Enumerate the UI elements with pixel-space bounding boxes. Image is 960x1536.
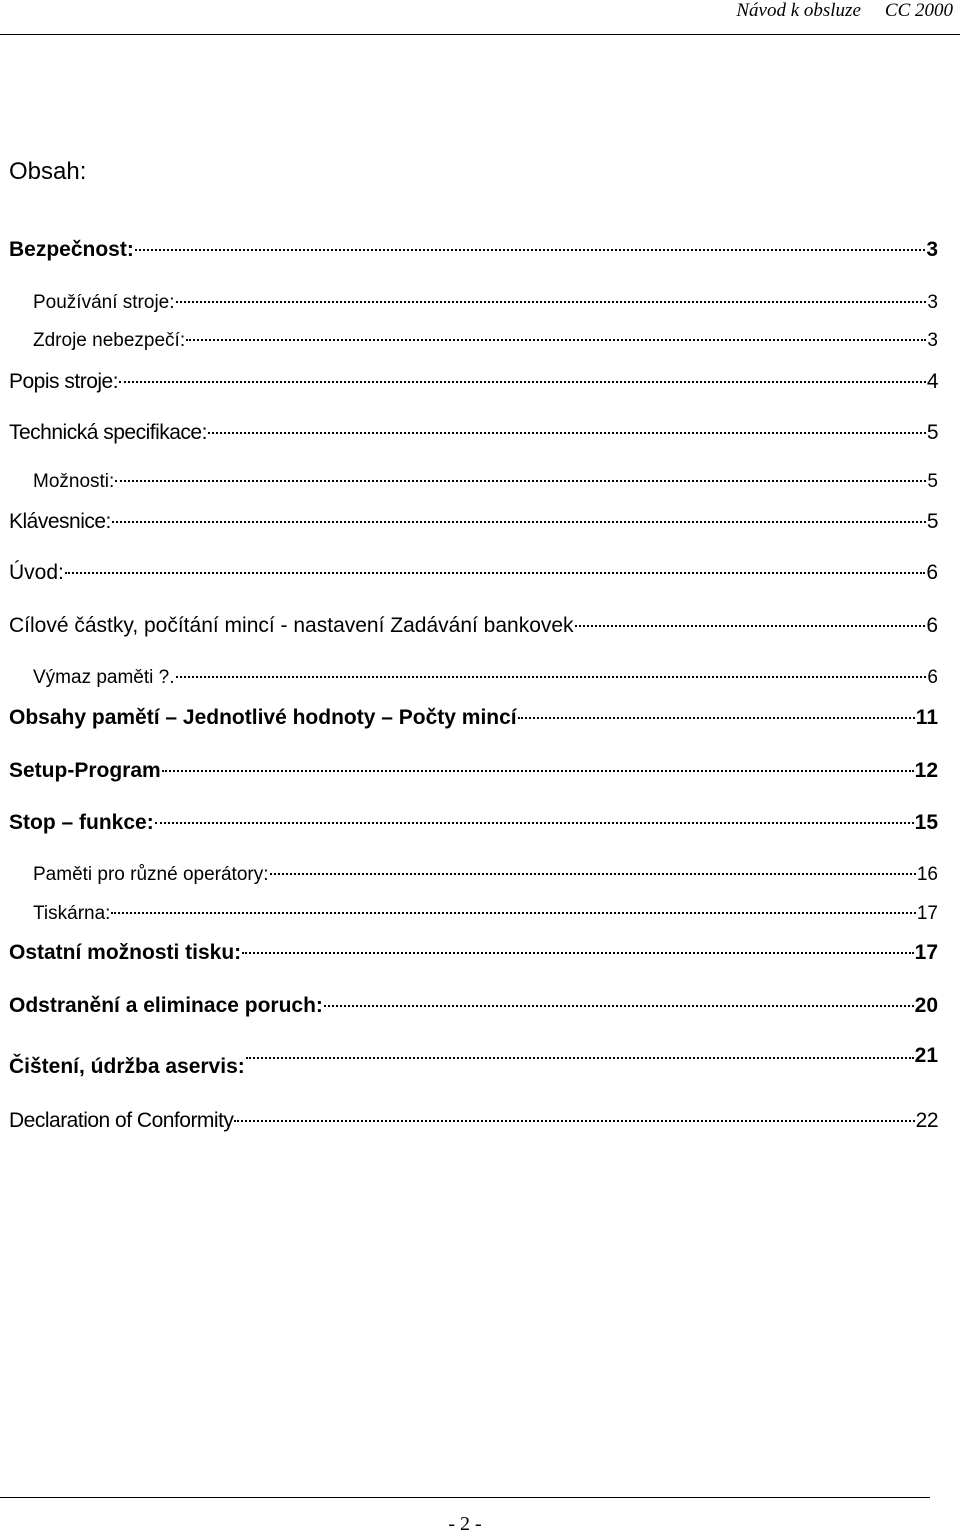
dot-leader	[115, 461, 926, 482]
toc-entry-label: Popis stroje:	[9, 370, 119, 393]
toc-entry[interactable]	[9, 416, 938, 445]
toc-entry[interactable]	[9, 1104, 938, 1133]
dot-leader	[119, 360, 926, 383]
footer-divider	[0, 1497, 930, 1498]
toc-entry-page: 3	[926, 238, 938, 261]
dot-leader	[186, 320, 926, 341]
dot-leader	[155, 801, 914, 824]
toc-entry-label: Klávesnice:	[9, 510, 111, 533]
toc-entry-label: Cílové částky, počítání mincí - nastavení Zadávání bankovek	[9, 614, 574, 637]
toc-entry[interactable]	[33, 898, 938, 925]
toc-entry[interactable]	[9, 754, 938, 783]
toc-entry-label: Zdroje nebezpečí:	[33, 330, 186, 351]
toc-entry-page: 16	[916, 864, 938, 885]
toc-entry[interactable]	[9, 233, 938, 262]
dot-leader	[176, 657, 927, 678]
toc-entry-label: Používání stroje:	[33, 292, 175, 313]
dot-leader	[162, 749, 914, 772]
toc-entry-label: Výmaz paměti ?.	[33, 667, 175, 688]
toc-entry-page: 12	[914, 759, 938, 782]
dot-leader	[270, 854, 916, 875]
toc-entry[interactable]	[9, 609, 938, 638]
toc-entry-label: Technická specifikace:	[9, 421, 207, 444]
toc-entry-label: Ostatní možnosti tisku:	[9, 941, 242, 964]
toc-entry-label: Úvod:	[9, 561, 64, 584]
toc-entry-label: Tiskárna:	[33, 903, 111, 924]
dot-leader	[65, 551, 925, 574]
toc-entry[interactable]	[9, 806, 938, 835]
toc-entry[interactable]	[33, 662, 938, 689]
dot-leader	[234, 1099, 914, 1122]
document-title: Návod k obsluze	[736, 0, 861, 21]
toc-entry-page: 15	[914, 811, 938, 834]
toc-entry[interactable]	[9, 936, 938, 965]
toc-entry-label: Čištení, údržba aservis:	[9, 1055, 245, 1078]
dot-leader	[135, 228, 925, 251]
toc-title: Obsah:	[9, 158, 87, 185]
toc-entry-label: Obsahy pamětí – Jednotlivé hodnoty – Počty mincí	[9, 706, 517, 729]
toc-entry[interactable]	[9, 701, 938, 730]
dot-leader	[518, 696, 915, 719]
toc-entry-page: 4	[926, 370, 938, 393]
toc-entry-page: 20	[914, 994, 938, 1017]
toc-entry-page: 3	[927, 292, 938, 313]
dot-leader	[208, 411, 926, 434]
toc-entry-label: Declaration of Conformity	[9, 1109, 234, 1132]
toc-entry-label: Odstranění a eliminace poruch:	[9, 994, 323, 1017]
page-number: - 2 -	[448, 1513, 482, 1535]
toc-entry-page: 5	[926, 421, 938, 444]
toc-entry-page: 6	[927, 667, 938, 688]
toc-entry[interactable]	[33, 325, 938, 352]
toc-entry[interactable]	[9, 1044, 938, 1079]
toc-entry[interactable]	[33, 466, 938, 493]
toc-entry[interactable]	[9, 989, 938, 1018]
toc-entry-page: 5	[927, 471, 938, 492]
toc-entry-page: 21	[914, 1044, 938, 1067]
toc-entry-page: 3	[927, 330, 938, 351]
toc-entry-page: 11	[915, 706, 938, 729]
dot-leader	[246, 1036, 914, 1059]
model-name: CC 2000	[884, 0, 953, 21]
toc-entry[interactable]	[9, 365, 938, 394]
toc-entry[interactable]	[9, 556, 938, 585]
toc-entry-label: Bezpečnost:	[9, 238, 134, 261]
dot-leader	[111, 893, 915, 914]
toc-entry-label: Stop – funkce:	[9, 811, 154, 834]
toc-entry-page: 17	[914, 941, 938, 964]
toc-entry-label: Paměti pro různé operátory:	[33, 864, 269, 885]
toc-entry[interactable]	[33, 287, 938, 314]
dot-leader	[575, 604, 926, 627]
toc-entry-label: Setup-Program	[9, 759, 161, 782]
dot-leader	[242, 931, 913, 954]
toc-entry-page: 22	[915, 1109, 938, 1132]
toc-entry-page: 6	[926, 614, 938, 637]
toc-entry-label: Možnosti:	[33, 471, 115, 492]
dot-leader	[176, 282, 927, 303]
toc-entry-page: 6	[926, 561, 938, 584]
toc-entry[interactable]	[9, 505, 938, 534]
toc-entry-page: 17	[916, 903, 938, 924]
dot-leader	[112, 500, 926, 523]
dot-leader	[324, 984, 914, 1007]
toc-entry[interactable]	[33, 859, 938, 886]
toc-entry-page: 5	[926, 510, 938, 533]
